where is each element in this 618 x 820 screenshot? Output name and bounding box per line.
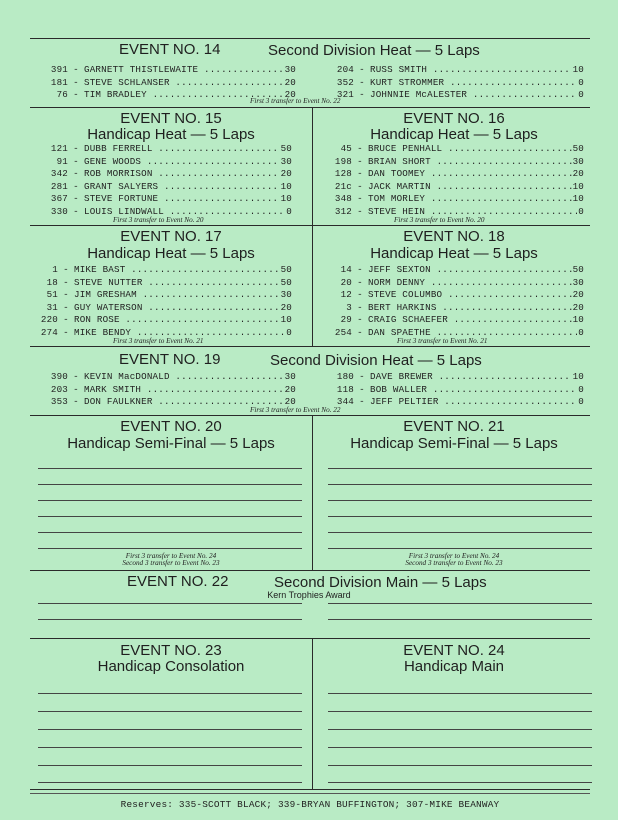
rider-number: 1 (52, 264, 58, 275)
points: 30 (280, 155, 292, 167)
rider-number: 330 (50, 205, 68, 217)
entry-line (38, 468, 302, 469)
entry-line (328, 468, 592, 469)
rider-number: 18 (46, 276, 58, 288)
event-19-title: EVENT NO. 19 (119, 351, 221, 368)
separator: - (63, 289, 69, 301)
entry-line (38, 711, 302, 712)
divider (30, 38, 590, 39)
points: 0 (578, 327, 584, 338)
entrant-row (34, 143, 292, 155)
points: 50 (280, 264, 292, 275)
entry-line (38, 603, 302, 604)
entry-line (328, 500, 592, 501)
rider-name: JOHNNIE McALESTER ..... (370, 89, 577, 101)
entrant-row (318, 143, 584, 155)
event-20-subtitle: Handicap Semi-Final — 5 Laps (67, 435, 275, 452)
rider-number: 20 (340, 276, 352, 288)
separator: - (359, 89, 365, 100)
event-17-title: EVENT NO. 17 (120, 228, 222, 245)
points: 20 (284, 76, 296, 88)
separator: - (357, 205, 363, 217)
reserves-line: Reserves: 335-SCOTT BLACK; 339-BRYAN BUFFINGTON; 307-MIKE BEANWAY (120, 799, 500, 810)
points: 30 (280, 289, 292, 301)
separator: - (73, 180, 79, 192)
rider-number: 220 (40, 314, 58, 326)
rider-name: MIKE BAST ..... (74, 264, 280, 276)
column-divider (312, 415, 313, 570)
rider-name: DAVE BREWER ..... (370, 371, 572, 383)
rider-number: 342 (50, 168, 68, 179)
event-17-transfer-note: First 3 transfer to Event No. 21 (113, 337, 204, 345)
separator: - (63, 264, 69, 275)
separator: - (73, 193, 79, 204)
event-24-title: EVENT NO. 24 (403, 642, 505, 659)
entry-line (38, 500, 302, 501)
rider-number: 180 (336, 371, 354, 382)
separator: - (73, 371, 79, 382)
entry-line (38, 747, 302, 748)
separator: - (357, 289, 363, 301)
entrant-row (24, 314, 292, 326)
entrant-row (318, 289, 584, 301)
entry-line (328, 619, 592, 620)
divider (30, 415, 590, 416)
event-21-transfer-note-1: First 3 transfer to Event No. 24 (408, 552, 500, 560)
rider-number: 14 (340, 264, 352, 275)
rider-number: 45 (340, 143, 352, 154)
points: 20 (572, 289, 584, 301)
rider-number: 91 (56, 155, 68, 167)
rider-number: 51 (46, 289, 58, 301)
event-15-subtitle: Handicap Heat — 5 Laps (87, 126, 255, 143)
rider-name: STEVE FORTUNE ..... (84, 193, 280, 205)
divider (30, 346, 590, 347)
rider-name: GENE WOODS ..... (84, 156, 280, 168)
rider-name: STEVE SCHLANSER ..... (84, 77, 284, 89)
rider-name: LOUIS LINDWALL ..... (84, 206, 285, 218)
rider-name: GARNETT THISTLEWAITE ..... (84, 64, 284, 76)
rider-name: STEVE NUTTER ..... (74, 277, 280, 289)
separator: - (63, 276, 69, 288)
points: 10 (572, 371, 584, 382)
points: 10 (572, 193, 584, 204)
divider (30, 638, 590, 639)
entry-line (328, 516, 592, 517)
rider-number: 128 (334, 168, 352, 179)
rider-name: NORM DENNY ..... (368, 277, 572, 289)
rider-name: STEVE HEIN ..... (368, 206, 577, 218)
rider-name: JACK MARTIN ..... (368, 181, 572, 193)
separator: - (73, 396, 79, 407)
separator: - (357, 264, 363, 275)
entry-line (38, 548, 302, 549)
separator: - (357, 168, 363, 179)
entrant-row (34, 371, 296, 383)
points: 0 (578, 89, 584, 100)
points: 0 (578, 205, 584, 217)
separator: - (73, 205, 79, 217)
event-21-subtitle: Handicap Semi-Final — 5 Laps (350, 435, 558, 452)
points: 10 (572, 180, 584, 192)
event-24-subtitle: Handicap Main (403, 658, 505, 675)
divider (30, 793, 590, 794)
entrant-row (318, 302, 584, 314)
separator: - (357, 301, 363, 313)
event-14-title: EVENT NO. 14 (119, 41, 221, 58)
separator: - (359, 396, 365, 407)
separator: - (357, 327, 363, 338)
separator: - (73, 143, 79, 154)
points: 30 (284, 371, 296, 382)
separator: - (63, 301, 69, 313)
separator: - (357, 314, 363, 326)
points: 10 (280, 314, 292, 326)
separator: - (357, 193, 363, 204)
entrant-row (34, 156, 292, 168)
points: 30 (572, 276, 584, 288)
points: 0 (286, 327, 292, 338)
entrant-row (320, 371, 584, 383)
rider-number: 321 (336, 89, 354, 100)
rider-number: 254 (334, 327, 352, 338)
entrant-row (34, 384, 296, 396)
event-15-transfer-note: First 3 transfer to Event No. 20 (113, 216, 204, 224)
rider-name: BOB WALLER ..... (370, 384, 577, 396)
points: 50 (280, 276, 292, 288)
rider-number: 181 (50, 76, 68, 88)
rider-name: RUSS SMITH ..... (370, 64, 572, 76)
entrant-row (34, 181, 292, 193)
event-22-subtitle: Second Division Main — 5 Laps (274, 574, 487, 591)
event-22-award: Kern Trophies Award (267, 590, 351, 600)
entrant-row (320, 89, 584, 101)
rider-name: JIM GRESHAM ..... (74, 289, 280, 301)
rider-name: KEVIN MacDONALD ..... (84, 371, 284, 383)
separator: - (73, 168, 79, 179)
rider-number: 121 (50, 143, 68, 154)
separator: - (357, 155, 363, 167)
event-20-transfer-note-2: Second 3 transfer to Event No. 23 (122, 559, 220, 567)
event-19-subtitle: Second Division Heat — 5 Laps (270, 352, 482, 369)
event-17-subtitle: Handicap Heat — 5 Laps (87, 245, 255, 262)
entry-line (328, 532, 592, 533)
separator: - (357, 180, 363, 192)
rider-name: BRIAN SHORT ..... (368, 156, 572, 168)
entry-line (328, 765, 592, 766)
rider-number: 274 (40, 327, 58, 338)
entry-line (38, 619, 302, 620)
separator: - (73, 76, 79, 88)
entry-line (328, 603, 592, 604)
entrant-row (34, 168, 292, 180)
entry-line (38, 729, 302, 730)
rider-number: 12 (340, 289, 352, 301)
rider-name: KURT STROMMER ..... (370, 77, 577, 89)
entry-line (38, 765, 302, 766)
rider-number: 352 (336, 76, 354, 88)
entrant-row (34, 64, 296, 76)
separator: - (73, 155, 79, 167)
entrant-row (24, 264, 292, 276)
points: 20 (280, 168, 292, 179)
points: 20 (284, 89, 296, 100)
rider-number: 281 (50, 180, 68, 192)
rider-name: CRAIG SCHAEFER ..... (368, 314, 572, 326)
divider (30, 789, 590, 790)
entrant-row (318, 264, 584, 276)
separator: - (63, 314, 69, 326)
points: 10 (280, 180, 292, 192)
event-16-subtitle: Handicap Heat — 5 Laps (370, 126, 538, 143)
points: 50 (572, 143, 584, 154)
rider-name: DON FAULKNER ..... (84, 396, 284, 408)
rider-number: 118 (336, 383, 354, 395)
entrant-row (318, 314, 584, 326)
separator: - (73, 383, 79, 395)
rider-number: 21c (334, 180, 352, 192)
rider-number: 29 (340, 314, 352, 326)
rider-name: ROB MORRISON ..... (84, 168, 280, 180)
divider (30, 570, 590, 571)
rider-number: 203 (50, 383, 68, 395)
entrant-row (34, 193, 292, 205)
rider-number: 76 (56, 89, 68, 100)
separator: - (359, 76, 365, 88)
points: 0 (578, 396, 584, 407)
event-21-transfer-note-2: Second 3 transfer to Event No. 23 (405, 559, 503, 567)
event-15-title: EVENT NO. 15 (120, 110, 222, 127)
rider-name: BERT HARKINS ..... (368, 302, 572, 314)
rider-number: 3 (346, 301, 352, 313)
event-14-transfer-note: First 3 transfer to Event No. 22 (250, 97, 341, 105)
event-18-transfer-note: First 3 transfer to Event No. 21 (397, 337, 488, 345)
entrant-row (320, 384, 584, 396)
column-divider (312, 638, 313, 789)
entry-line (328, 548, 592, 549)
points: 50 (572, 264, 584, 275)
rider-number: 344 (336, 396, 354, 407)
separator: - (359, 64, 365, 75)
rider-number: 312 (334, 205, 352, 217)
entry-line (328, 711, 592, 712)
rider-number: 348 (334, 193, 352, 204)
event-14-subtitle: Second Division Heat — 5 Laps (268, 42, 480, 59)
points: 20 (280, 301, 292, 313)
rider-number: 391 (50, 64, 68, 75)
rider-number: 367 (50, 193, 68, 204)
separator: - (357, 276, 363, 288)
event-18-subtitle: Handicap Heat — 5 Laps (370, 245, 538, 262)
column-divider (312, 225, 313, 346)
rider-name: GUY WATERSON ..... (74, 302, 280, 314)
rider-number: 198 (334, 155, 352, 167)
entry-line (38, 532, 302, 533)
separator: - (63, 327, 69, 338)
event-23-subtitle: Handicap Consolation (97, 658, 245, 675)
points: 0 (286, 205, 292, 217)
entrant-row (24, 302, 292, 314)
rider-number: 390 (50, 371, 68, 382)
column-divider (312, 107, 313, 225)
entrant-row (320, 396, 584, 408)
event-22-title: EVENT NO. 22 (127, 573, 229, 590)
event-20-transfer-note-1: First 3 transfer to Event No. 24 (125, 552, 217, 560)
rider-name: DUBB FERRELL ..... (84, 143, 280, 155)
entry-line (38, 693, 302, 694)
entry-line (328, 484, 592, 485)
separator: - (359, 371, 365, 382)
entrant-row (318, 156, 584, 168)
entrant-row (318, 277, 584, 289)
event-23-title: EVENT NO. 23 (120, 642, 222, 659)
points: 10 (280, 193, 292, 204)
points: 30 (284, 64, 296, 75)
points: 20 (284, 396, 296, 407)
points: 10 (572, 314, 584, 326)
points: 10 (572, 64, 584, 75)
entrant-row (320, 77, 584, 89)
entry-line (38, 484, 302, 485)
event-19-transfer-note: First 3 transfer to Event No. 22 (250, 406, 341, 414)
event-16-title: EVENT NO. 16 (403, 110, 505, 127)
entrant-row (318, 181, 584, 193)
entrant-row (24, 289, 292, 301)
event-16-transfer-note: First 3 transfer to Event No. 20 (394, 216, 485, 224)
separator: - (359, 383, 365, 395)
divider (30, 225, 590, 226)
divider (30, 107, 590, 108)
rider-number: 31 (46, 301, 58, 313)
event-21-title: EVENT NO. 21 (403, 418, 505, 435)
rider-name: GRANT SALYERS ..... (84, 181, 280, 193)
points: 0 (578, 383, 584, 395)
rider-name: MIKE BENDY ..... (74, 327, 285, 339)
rider-name: RON ROSE ..... (74, 314, 280, 326)
rider-number: 353 (50, 396, 68, 407)
separator: - (73, 89, 79, 100)
points: 20 (572, 168, 584, 179)
points: 50 (280, 143, 292, 154)
entrant-row (24, 277, 292, 289)
event-20-title: EVENT NO. 20 (120, 418, 222, 435)
rider-name: DAN TOOMEY ..... (368, 168, 572, 180)
rider-name: TOM MORLEY ..... (368, 193, 572, 205)
rider-name: BRUCE PENHALL ..... (368, 143, 572, 155)
entrant-row (320, 64, 584, 76)
rider-name: TIM BRADLEY ..... (84, 89, 284, 101)
points: 20 (572, 301, 584, 313)
entrant-row (318, 193, 584, 205)
entry-line (328, 693, 592, 694)
rider-name: JEFF PELTIER ..... (370, 396, 577, 408)
entrant-row (34, 77, 296, 89)
entry-line (328, 747, 592, 748)
rider-name: JEFF SEXTON ..... (368, 264, 572, 276)
rider-name: STEVE COLUMBO ..... (368, 289, 572, 301)
points: 20 (284, 383, 296, 395)
entrant-row (318, 168, 584, 180)
separator: - (73, 64, 79, 75)
event-18-title: EVENT NO. 18 (403, 228, 505, 245)
points: 0 (578, 76, 584, 88)
entry-line (328, 782, 592, 783)
separator: - (357, 143, 363, 154)
entry-line (38, 782, 302, 783)
rider-number: 204 (336, 64, 354, 75)
entry-line (38, 516, 302, 517)
entry-line (328, 729, 592, 730)
rider-name: MARK SMITH ..... (84, 384, 284, 396)
rider-name: DAN SPAETHE ..... (368, 327, 577, 339)
points: 30 (572, 155, 584, 167)
